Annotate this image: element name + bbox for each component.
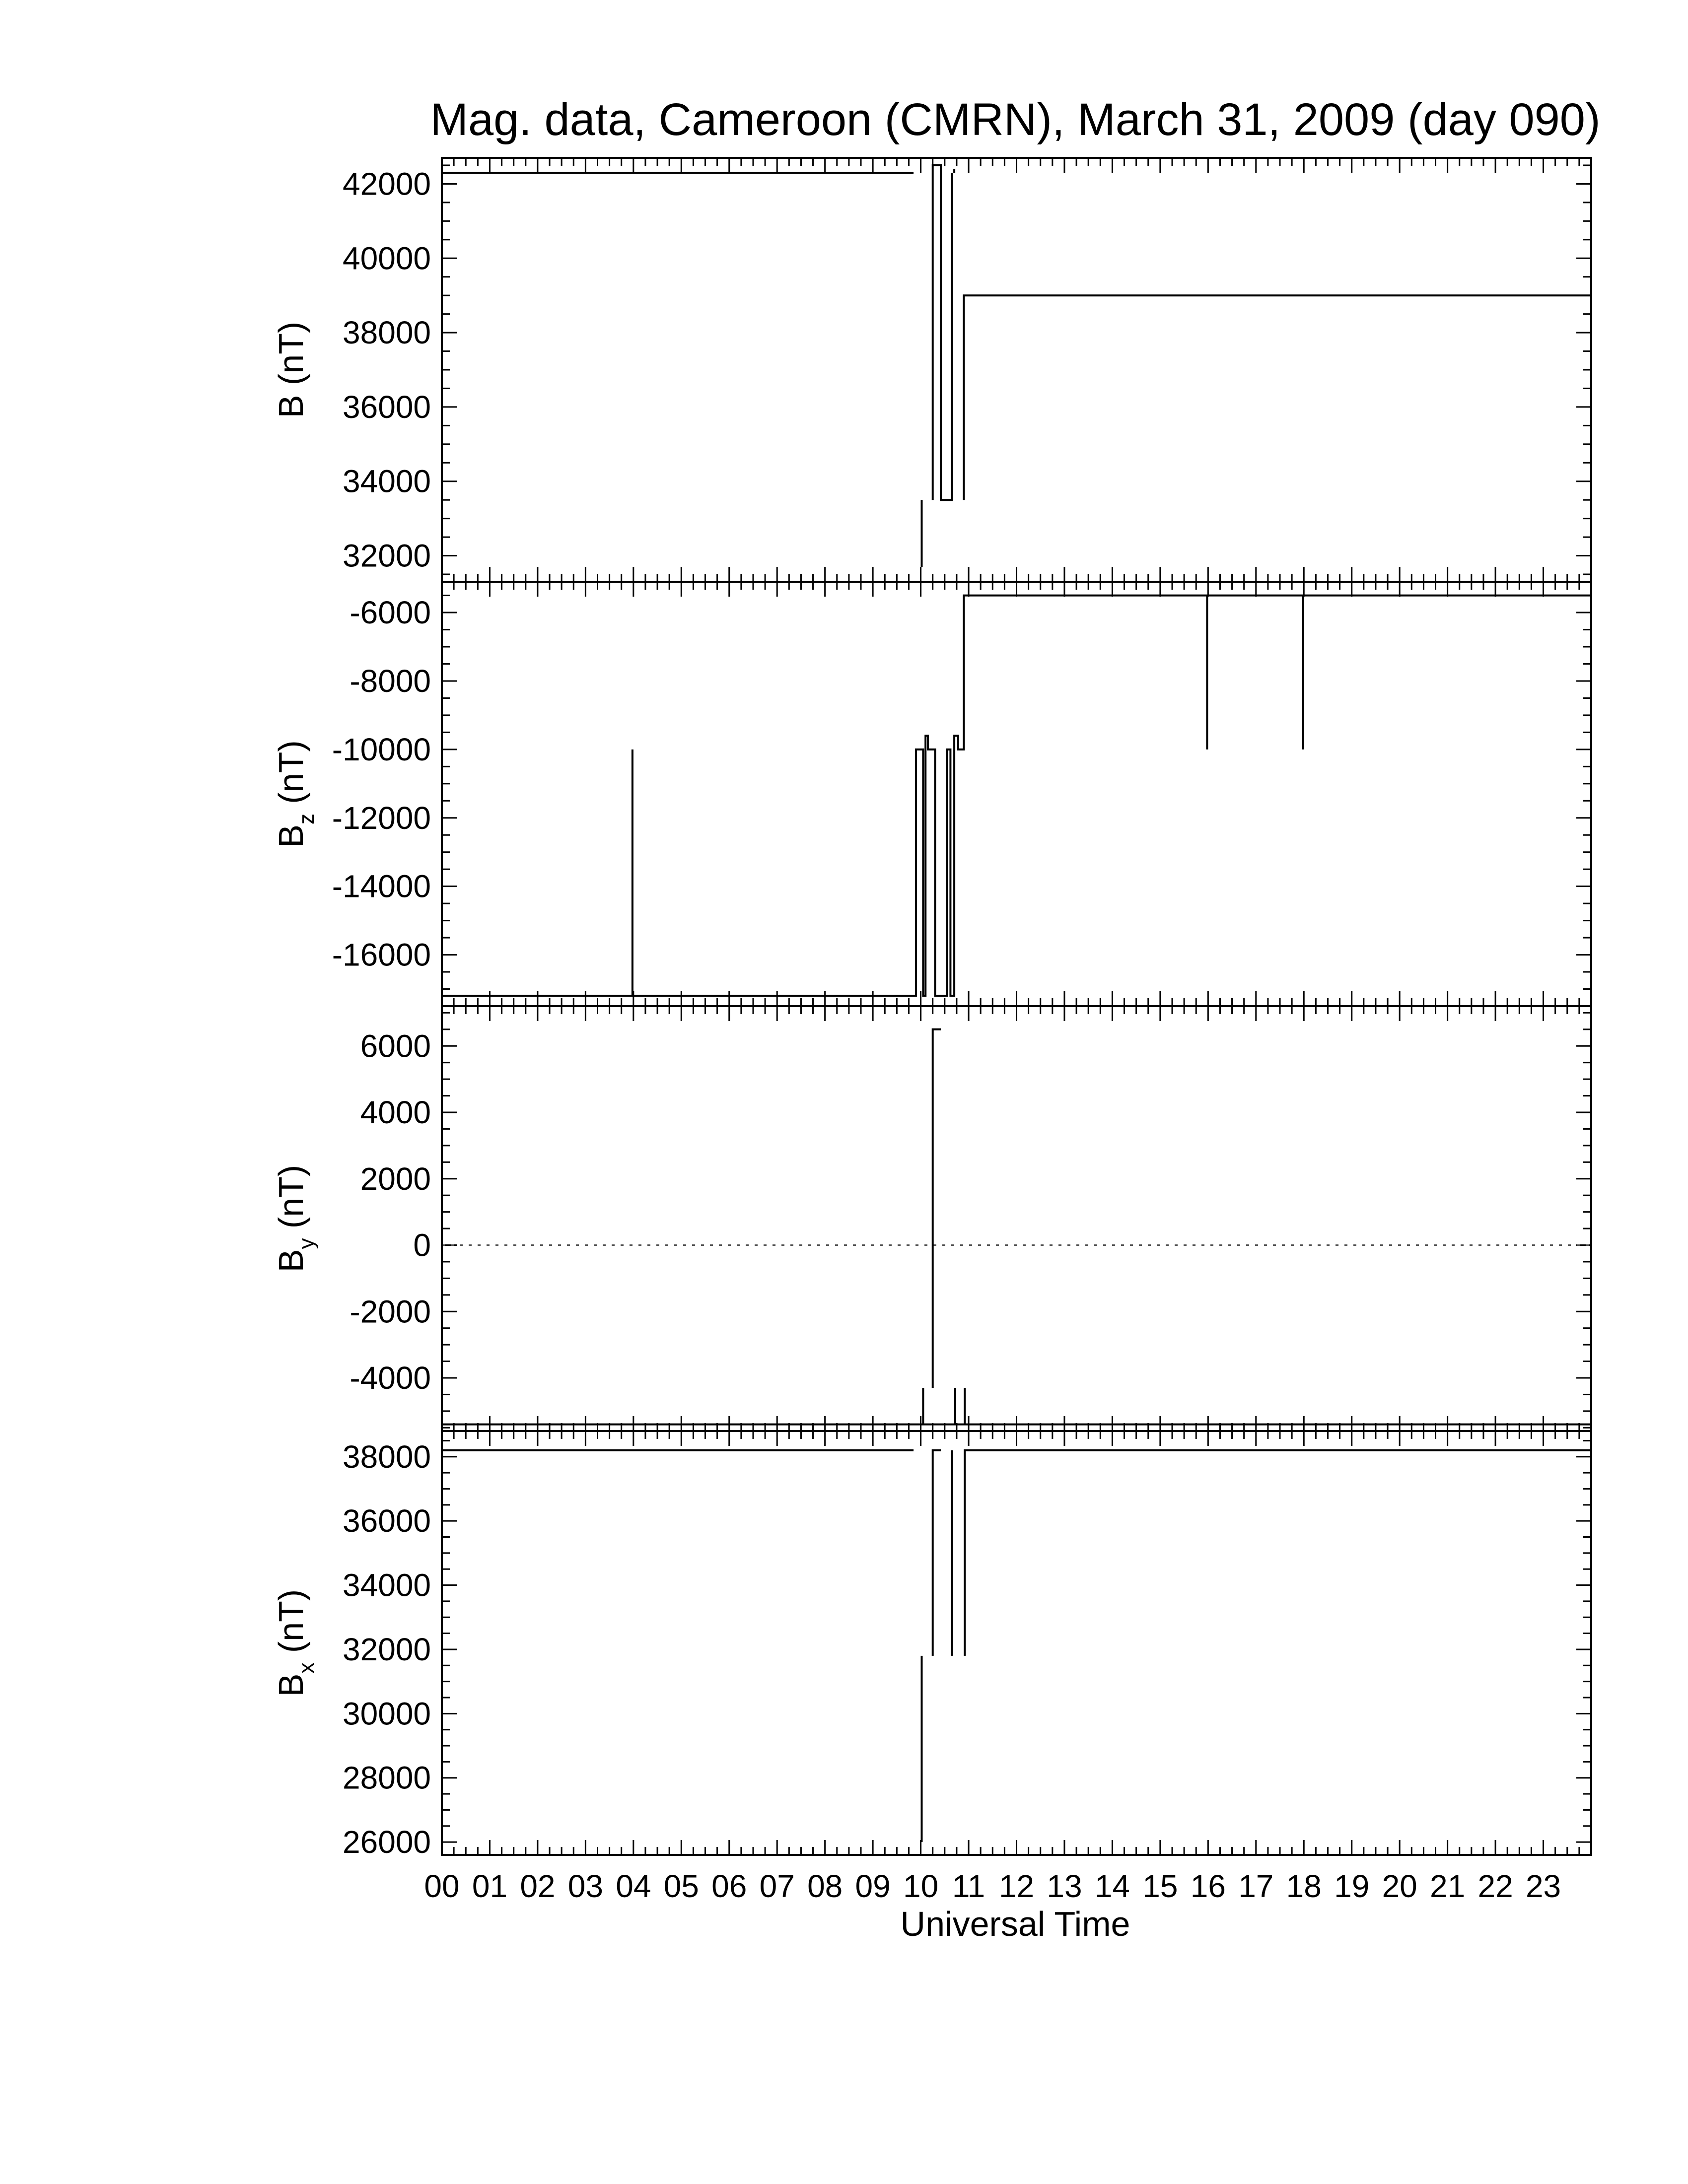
y-axis-label-subscript: z	[294, 814, 319, 825]
x-tick-label: 18	[1286, 1868, 1322, 1904]
y-axis-label	[272, 322, 310, 418]
y-tick-label: 32000	[343, 1631, 431, 1667]
y-tick-label: -16000	[332, 937, 431, 973]
x-tick-label: 13	[1047, 1868, 1082, 1904]
y-axis-label	[272, 740, 319, 847]
y-axis-label-unit: (nT)	[272, 1589, 310, 1663]
x-tick-label: 07	[759, 1868, 795, 1904]
y-tick-label: 38000	[343, 315, 431, 351]
panel-B	[272, 158, 1591, 582]
x-tick-label: 16	[1190, 1868, 1226, 1904]
y-axis-label-unit: (nT)	[272, 740, 310, 814]
panel-frame	[442, 1431, 1591, 1855]
y-axis-label-unit: (nT)	[272, 1164, 310, 1238]
data-trace-Bx	[442, 1450, 1591, 1842]
y-tick-label: 36000	[343, 389, 431, 425]
x-tick-label: 08	[807, 1868, 843, 1904]
y-tick-label: 34000	[343, 1567, 431, 1603]
x-tick-label: 04	[616, 1868, 651, 1904]
y-tick-label: 28000	[343, 1760, 431, 1796]
y-tick-label: 0	[413, 1227, 431, 1263]
y-tick-label: -14000	[332, 868, 431, 904]
y-axis-label-main: B	[272, 395, 310, 418]
y-tick-label: 30000	[343, 1696, 431, 1732]
y-axis-label-subscript: x	[294, 1662, 319, 1674]
x-tick-label: 19	[1334, 1868, 1370, 1904]
x-tick-label: 09	[855, 1868, 891, 1904]
x-tick-label: 15	[1142, 1868, 1178, 1904]
data-trace-Bz	[442, 596, 1591, 996]
panel-frame	[442, 582, 1591, 1006]
panel-By	[272, 1006, 1591, 1431]
y-tick-label: 36000	[343, 1503, 431, 1539]
panel-frame	[442, 158, 1591, 582]
panel-frame	[442, 1006, 1591, 1431]
y-tick-label: 2000	[360, 1160, 431, 1197]
y-tick-label: -6000	[350, 595, 431, 631]
x-tick-label: 02	[520, 1868, 556, 1904]
x-tick-label: 10	[903, 1868, 939, 1904]
x-tick-label: 01	[472, 1868, 508, 1904]
y-axis-label-unit: (nT)	[272, 321, 310, 395]
y-tick-label: 34000	[343, 463, 431, 499]
y-tick-label: 40000	[343, 240, 431, 276]
y-tick-label: 42000	[343, 166, 431, 202]
y-axis-label	[272, 1165, 319, 1272]
x-tick-label: 12	[998, 1868, 1035, 1904]
y-axis-label-main: B	[272, 1249, 310, 1273]
y-tick-label: 4000	[360, 1094, 431, 1130]
x-tick-label: 11	[952, 1868, 985, 1904]
y-tick-label: -10000	[332, 731, 431, 767]
x-axis	[424, 1868, 1561, 1904]
y-axis-label-subscript: y	[294, 1238, 319, 1249]
x-tick-label: 23	[1525, 1868, 1561, 1904]
x-tick-label: 14	[1094, 1868, 1130, 1904]
y-axis-label	[272, 1589, 319, 1697]
data-trace-By	[442, 1029, 1591, 1425]
y-tick-label: -2000	[350, 1294, 431, 1330]
x-tick-label: 21	[1430, 1868, 1466, 1904]
panels-group	[272, 158, 1591, 1860]
y-tick-label: 6000	[360, 1028, 431, 1064]
y-axis-label-main: B	[272, 824, 310, 848]
y-tick-label: -8000	[350, 663, 431, 699]
y-tick-label: -12000	[332, 800, 431, 836]
x-tick-label: 05	[663, 1868, 699, 1904]
chart-title: Mag. data, Cameroon (CMRN), March 31, 2009 (day 090)	[430, 94, 1601, 145]
x-tick-label: 22	[1477, 1868, 1513, 1904]
y-axis-label-main: B	[272, 1673, 310, 1697]
panel-Bz	[272, 582, 1591, 1006]
y-tick-label: 32000	[343, 538, 431, 574]
x-tick-label: 06	[711, 1868, 747, 1904]
panel-Bx	[272, 1431, 1591, 1860]
x-tick-label: 03	[567, 1868, 603, 1904]
y-tick-label: 26000	[343, 1824, 431, 1860]
data-trace-B	[442, 165, 1591, 567]
x-tick-label: 17	[1238, 1868, 1274, 1904]
x-tick-label: 00	[424, 1868, 460, 1904]
y-tick-label: 38000	[343, 1438, 431, 1475]
x-axis-label: Universal Time	[900, 1905, 1130, 1943]
y-tick-label: -4000	[350, 1360, 431, 1396]
x-tick-label: 20	[1382, 1868, 1417, 1904]
